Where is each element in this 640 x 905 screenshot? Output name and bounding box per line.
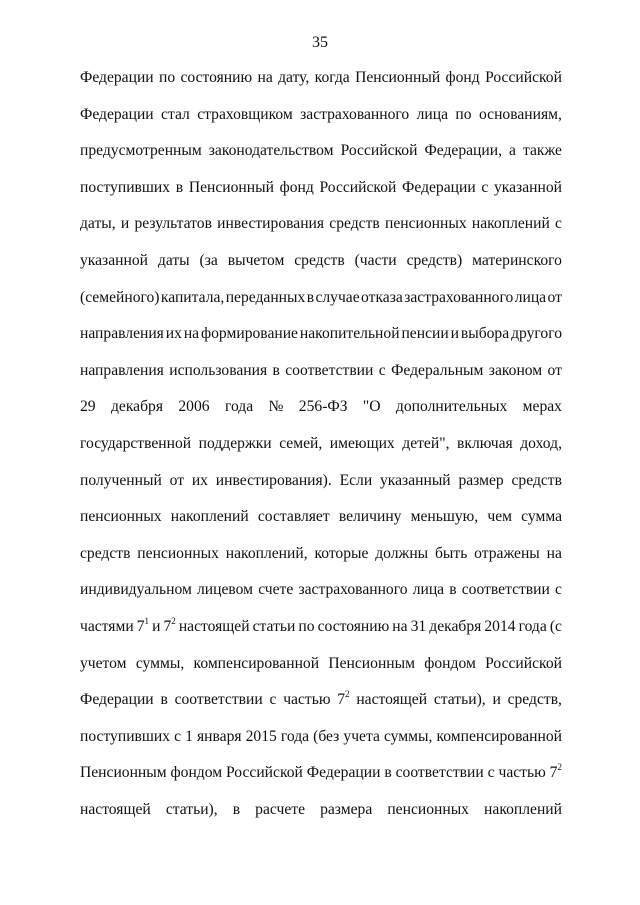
word: лица (416, 105, 449, 123)
word: накоплений (484, 800, 562, 818)
word: полученный (80, 471, 162, 489)
word: на (257, 69, 273, 86)
word: в (160, 691, 168, 709)
word: средств (80, 544, 131, 562)
word: Федерации (80, 105, 154, 123)
word: предусмотренным (80, 142, 202, 160)
word: статьи (252, 617, 296, 635)
word: (за (199, 251, 218, 269)
word: 2006 (178, 398, 210, 416)
word: с (555, 581, 562, 599)
word: с (481, 178, 489, 196)
word: лица (412, 581, 445, 599)
text-line (80, 286, 562, 323)
word: Российской (319, 178, 397, 196)
word: их (165, 325, 182, 343)
word: с (487, 764, 495, 782)
word: декабря (110, 398, 163, 416)
word: соответствии (285, 361, 374, 379)
word: сумма (521, 508, 562, 526)
word: статьи), (433, 691, 486, 709)
word: (без (313, 727, 340, 745)
word: (семейного) (80, 288, 160, 306)
word: дату, (278, 69, 310, 86)
text-line (80, 798, 562, 835)
word: в (272, 361, 280, 379)
word: и (152, 617, 161, 635)
word: в (306, 288, 315, 306)
word: $7^1$ (136, 615, 150, 635)
word: статьи), (165, 800, 218, 818)
word: и (450, 325, 459, 343)
text-line (80, 761, 562, 798)
text-line (80, 322, 562, 359)
word: когда (314, 69, 350, 86)
word: декабря (429, 617, 482, 635)
word: чем (487, 508, 512, 526)
word: стал (161, 105, 190, 123)
word: и (492, 691, 501, 709)
word: формирование (201, 325, 298, 343)
word: размера (320, 800, 373, 818)
word: Российской (485, 654, 562, 672)
word: на (392, 617, 408, 635)
word: Российской (485, 69, 562, 86)
word: даты (157, 251, 190, 269)
word: отказа (361, 288, 403, 306)
text-line (80, 212, 562, 249)
word: по (159, 69, 176, 86)
word: компенсированной (193, 654, 320, 672)
word: указанной (493, 178, 562, 196)
word: с (378, 361, 386, 379)
word: средств) (406, 251, 463, 269)
word: доход, (520, 434, 562, 452)
text-line (80, 542, 562, 579)
word: соответствии (174, 691, 263, 709)
word: застрахованного (298, 581, 408, 599)
text-line (80, 103, 562, 140)
word: соответствии (461, 581, 550, 599)
word: частями (80, 617, 134, 635)
word: пенсионных (137, 544, 219, 562)
word: Пенсионный (188, 178, 274, 196)
word: составляет (257, 508, 330, 526)
word: инвестирования (217, 215, 325, 233)
word: в (449, 581, 457, 599)
word: по (298, 617, 315, 635)
word: 31 (410, 617, 427, 635)
word: $7^2$ (337, 689, 350, 709)
word: 1 (185, 727, 193, 745)
word: Российской (226, 764, 303, 782)
text-line (80, 432, 562, 469)
word: мерах (522, 398, 562, 416)
word: а (509, 142, 516, 160)
word: имеющих (329, 434, 395, 452)
word: размер (458, 471, 504, 489)
word: соответствии (395, 764, 484, 782)
word: случае (315, 288, 360, 306)
word: дополнительных (395, 398, 508, 416)
word: частью (498, 764, 546, 782)
word: Федерации (80, 691, 154, 709)
word: капитала, (160, 288, 225, 306)
word: также (522, 142, 562, 160)
word: Федерации (80, 69, 154, 86)
word: выбора (460, 325, 510, 343)
word: пенсии (401, 325, 449, 343)
word: средств (511, 471, 562, 489)
word: указанной (80, 251, 148, 269)
word: настоящей (178, 617, 250, 635)
text-line (80, 615, 562, 652)
word: поступивших (80, 178, 171, 196)
word: результатов (134, 215, 212, 233)
word: суммы, (383, 727, 433, 745)
word: 2015 (245, 727, 277, 745)
word: (части (354, 251, 397, 269)
word: семей, (279, 434, 323, 452)
word: лицевом (197, 581, 254, 599)
word: настоящей (356, 691, 428, 709)
word: фондом (424, 654, 476, 672)
word: от (547, 361, 562, 379)
word: фонд (445, 69, 480, 86)
word: пенсионных (385, 215, 467, 233)
word: в (384, 764, 392, 782)
word: января (196, 727, 242, 745)
word: от (169, 471, 185, 489)
word: быть (434, 544, 468, 562)
word: их (191, 471, 208, 489)
word: средств (329, 215, 380, 233)
word: Пенсионный (355, 69, 441, 86)
word: $7^2$ (549, 762, 562, 782)
word: Если (339, 471, 373, 489)
word: компенсированной (436, 727, 562, 745)
word: другого (511, 325, 562, 343)
word: использования (169, 361, 268, 379)
word: страховщиком (197, 105, 293, 123)
word: вычетом (227, 251, 285, 269)
word: переданных (225, 288, 306, 306)
word: накопительной (299, 325, 400, 343)
word: законом (488, 361, 543, 379)
word: учета (343, 727, 380, 745)
word: законодательством (208, 142, 334, 160)
word: пенсионных (80, 508, 162, 526)
word: величину (338, 508, 402, 526)
word: состоянию (180, 69, 253, 86)
word: накоплений, (225, 544, 308, 562)
word: поступивших (80, 727, 171, 745)
superscript: 2 (345, 689, 350, 700)
word: частью (283, 691, 331, 709)
word: фонд (279, 178, 314, 196)
text-line (80, 249, 562, 286)
word: Российской (340, 142, 418, 160)
word: года (518, 617, 547, 635)
page-number: 35 (312, 34, 328, 51)
word: которые (314, 544, 369, 562)
word: суммы, (135, 654, 185, 672)
word: 256-ФЗ (298, 398, 348, 416)
text-line (80, 139, 562, 176)
word: застрахованного (404, 288, 514, 306)
word: и (120, 215, 130, 233)
word: Федеральным (391, 361, 484, 379)
word: по (455, 105, 472, 123)
word: учетом (80, 654, 127, 672)
word: индивидуальном (80, 581, 192, 599)
word: застрахованного (300, 105, 410, 123)
word: государственной (80, 434, 192, 452)
word: с (555, 215, 562, 233)
text-line (80, 725, 562, 762)
word: от (547, 288, 562, 306)
word: состоянию (317, 617, 390, 635)
text-line (80, 395, 562, 432)
word: детей", (402, 434, 450, 452)
word: должны (375, 544, 429, 562)
word: расчете (255, 800, 305, 818)
word: накоплений (170, 508, 249, 526)
word: в (232, 800, 241, 818)
word: накоплений (471, 215, 550, 233)
text-line (80, 652, 562, 689)
word: настоящей (80, 800, 151, 818)
word: указанный (379, 471, 451, 489)
word: счете (258, 581, 294, 599)
word: (с (549, 617, 562, 635)
superscript: 1 (144, 615, 150, 626)
word: на (546, 544, 562, 562)
text-line (80, 578, 562, 615)
word: лица (514, 288, 547, 306)
word: в (175, 178, 184, 196)
word: № (268, 398, 284, 416)
word: Пенсионным (80, 764, 167, 782)
word: Федерации (402, 178, 476, 196)
word: фондом (170, 764, 223, 782)
word: года (280, 727, 310, 745)
word: с (269, 691, 277, 709)
word: 2014 (484, 617, 516, 635)
text-line (80, 688, 562, 725)
word: средств (294, 251, 345, 269)
word: года (224, 398, 254, 416)
word: Федерации (306, 764, 381, 782)
word: основаниям, (478, 105, 562, 123)
word: "О (362, 398, 381, 416)
superscript: 2 (557, 762, 562, 773)
word: даты, (80, 215, 116, 233)
text-line (80, 505, 562, 542)
word: средств, (507, 691, 562, 709)
word: направления (80, 325, 164, 343)
word: 29 (80, 398, 96, 416)
word: $7^2$ (163, 615, 176, 635)
word: включая (457, 434, 513, 452)
word: Пенсионным (328, 654, 415, 672)
word: с (174, 727, 182, 745)
word: Федерации, (424, 142, 502, 160)
word: поддержки (198, 434, 272, 452)
text-line (80, 469, 562, 506)
text-line (80, 359, 562, 396)
word: пенсионных (387, 800, 469, 818)
word: отражены (474, 544, 540, 562)
word: материнского (472, 251, 562, 269)
text-line (80, 66, 562, 103)
word: меньшую, (410, 508, 479, 526)
word: на (183, 325, 200, 343)
word: инвестирования). (215, 471, 332, 489)
body-text (80, 66, 562, 834)
word: направления (80, 361, 164, 379)
superscript: 2 (171, 615, 176, 626)
text-line (80, 176, 562, 213)
